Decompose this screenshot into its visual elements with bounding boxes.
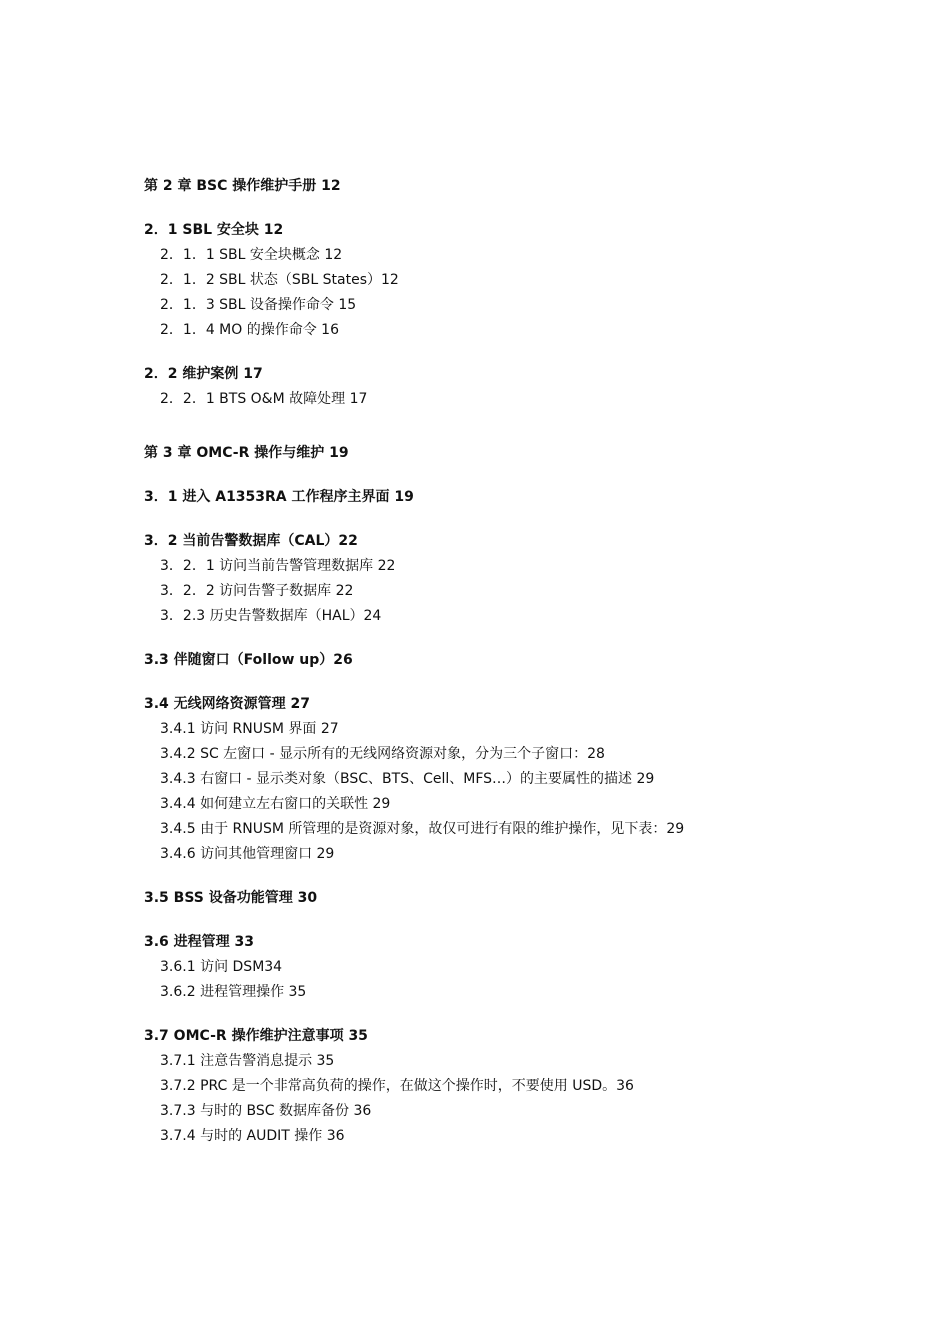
toc-subsection-3-4-4[interactable]: 3.4.4 如何建立左右窗口的关联性 29 (160, 796, 391, 812)
toc-section-3-3[interactable]: 3.3 伴随窗口（Follow up）26 (144, 652, 353, 668)
toc-subsection-2-1-2[interactable]: 2．1．2 SBL 状态（SBL States）12 (160, 272, 399, 288)
toc-subsection-2-1-4[interactable]: 2．1．4 MO 的操作命令 16 (160, 322, 339, 338)
toc-subsection-3-7-4[interactable]: 3.7.4 与时的 AUDIT 操作 36 (160, 1128, 345, 1144)
toc-chapter-2[interactable]: 第 2 章 BSC 操作维护手册 12 (144, 178, 341, 194)
toc-section-3-1[interactable]: 3．1 进入 A1353RA 工作程序主界面 19 (144, 489, 414, 505)
toc-subsection-3-4-6[interactable]: 3.4.6 访问其他管理窗口 29 (160, 846, 335, 862)
toc-subsection-3-2-1[interactable]: 3．2．1 访问当前告警管理数据库 22 (160, 558, 396, 574)
table-of-contents (144, 174, 864, 1149)
toc-subsection-3-7-3[interactable]: 3.7.3 与时的 BSC 数据库备份 36 (160, 1103, 372, 1119)
toc-section-3-7[interactable]: 3.7 OMC-R 操作维护注意事项 35 (144, 1028, 368, 1044)
toc-chapter-3[interactable]: 第 3 章 OMC-R 操作与维护 19 (144, 445, 349, 461)
toc-section-3-6[interactable]: 3.6 进程管理 33 (144, 934, 255, 950)
toc-subsection-3-4-5[interactable]: 3.4.5 由于 RNUSM 所管理的是资源对象，故仅可进行有限的维护操作，见下表：29 (160, 821, 685, 837)
toc-subsection-3-4-1[interactable]: 3.4.1 访问 RNUSM 界面 27 (160, 721, 339, 737)
toc-subsection-2-1-1[interactable]: 2．1．1 SBL 安全块概念 12 (160, 247, 343, 263)
toc-section-3-5[interactable]: 3.5 BSS 设备功能管理 30 (144, 890, 318, 906)
toc-subsection-3-4-3[interactable]: 3.4.3 右窗口 - 显示类对象（BSC、BTS、Cell、MFS…）的主要属性的描述 29 (160, 771, 655, 787)
toc-subsection-3-2-2[interactable]: 3．2．2 访问告警子数据库 22 (160, 583, 354, 599)
toc-subsection-2-1-3[interactable]: 2．1．3 SBL 设备操作命令 15 (160, 297, 357, 313)
toc-subsection-3-7-1[interactable]: 3.7.1 注意告警消息提示 35 (160, 1053, 335, 1069)
toc-subsection-3-7-2[interactable]: 3.7.2 PRC 是一个非常高负荷的操作，在做这个操作时，不要使用 USD。36 (160, 1078, 634, 1094)
toc-subsection-3-6-2[interactable]: 3.6.2 进程管理操作 35 (160, 984, 307, 1000)
toc-subsection-3-6-1[interactable]: 3.6.1 访问 DSM34 (160, 959, 283, 975)
toc-section-3-4[interactable]: 3.4 无线网络资源管理 27 (144, 696, 311, 712)
toc-subsection-3-4-2[interactable]: 3.4.2 SC 左窗口 - 显示所有的无线网络资源对象，分为三个子窗口：28 (160, 746, 605, 762)
toc-section-2-1[interactable]: 2．1 SBL 安全块 12 (144, 222, 284, 238)
toc-subsection-2-2-1[interactable]: 2．2．1 BTS O&M 故障处理 17 (160, 391, 368, 407)
toc-subsection-3-2-3[interactable]: 3．2.3 历史告警数据库（HAL）24 (160, 608, 382, 624)
toc-section-3-2[interactable]: 3．2 当前告警数据库（CAL）22 (144, 533, 358, 549)
toc-section-2-2[interactable]: 2．2 维护案例 17 (144, 366, 263, 382)
